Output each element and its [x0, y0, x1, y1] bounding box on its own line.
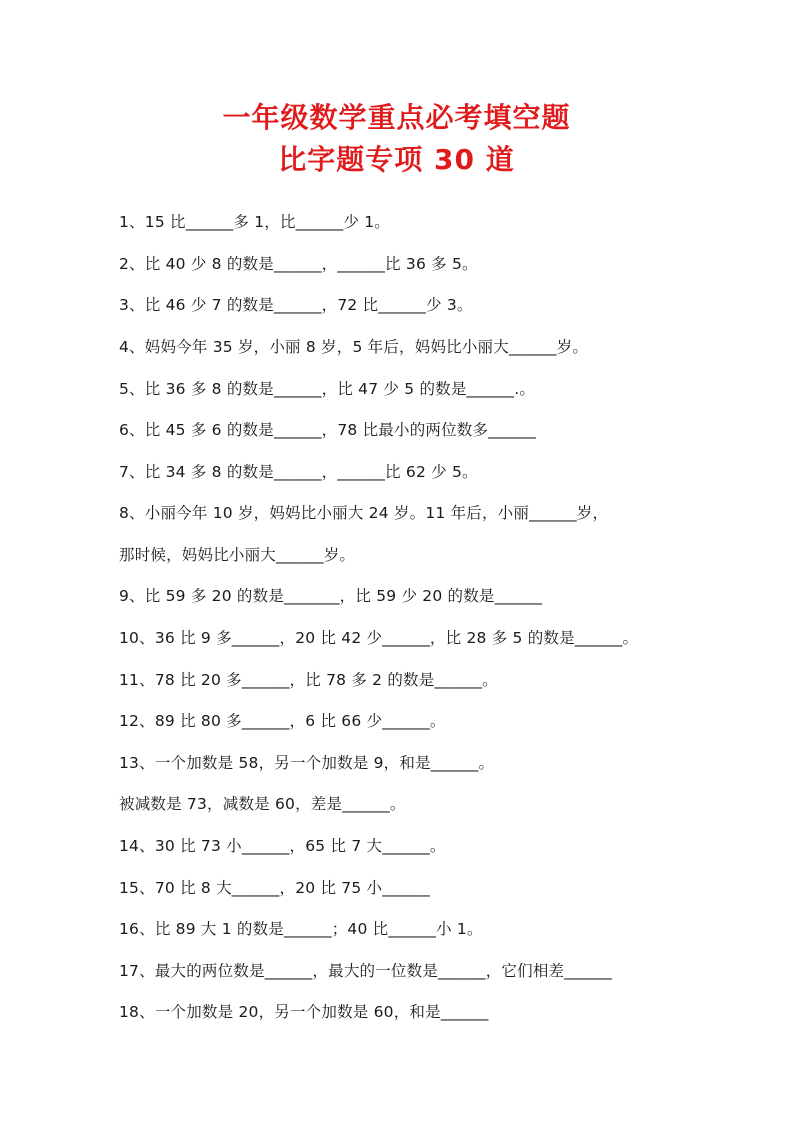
worksheet-subtitle: 比字题专项 30 道 — [278, 143, 515, 176]
question-13-continued: 被减数是 73，减数是 60，差是______。 — [119, 795, 406, 813]
question-14: 14、30 比 73 小______，65 比 7 大______。 — [119, 837, 446, 855]
question-17: 17、最大的两位数是______，最大的一位数是______，它们相差______ — [119, 962, 612, 980]
question-7: 7、比 34 多 8 的数是______，______比 62 少 5。 — [119, 463, 478, 481]
question-8: 8、小丽今年 10 岁，妈妈比小丽大 24 岁。11 年后，小丽______岁， — [119, 504, 609, 522]
question-18: 18、一个加数是 20，另一个加数是 60，和是______ — [119, 1003, 489, 1021]
question-2: 2、比 40 少 8 的数是______，______比 36 多 5。 — [119, 255, 478, 273]
question-13: 13、一个加数是 58，另一个加数是 9，和是______。 — [119, 754, 495, 772]
question-4: 4、妈妈今年 35 岁，小丽 8 岁，5 年后，妈妈比小丽大______岁。 — [119, 338, 589, 356]
question-9: 9、比 59 多 20 的数是_______，比 59 少 20 的数是______ — [119, 587, 543, 605]
question-8-continued: 那时候，妈妈比小丽大______岁。 — [119, 546, 356, 564]
worksheet-title: 一年级数学重点必考填空题 — [222, 101, 571, 134]
question-15: 15、70 比 8 大______，20 比 75 小______ — [119, 879, 430, 897]
question-3: 3、比 46 少 7 的数是______，72 比______少 3。 — [119, 296, 473, 314]
question-6: 6、比 45 多 6 的数是______，78 比最小的两位数多______ — [119, 421, 536, 439]
question-16: 16、比 89 大 1 的数是______；40 比______小 1。 — [119, 920, 483, 938]
question-10: 10、36 比 9 多______，20 比 42 少______，比 28 多 5 的数是______。 — [119, 629, 639, 647]
question-5: 5、比 36 多 8 的数是______，比 47 少 5 的数是______.。 — [119, 380, 536, 398]
question-12: 12、89 比 80 多______，6 比 66 少______。 — [119, 712, 446, 730]
question-1: 1、15 比______多 1，比______少 1。 — [119, 213, 390, 231]
question-11: 11、78 比 20 多______，比 78 多 2 的数是______。 — [119, 671, 498, 689]
